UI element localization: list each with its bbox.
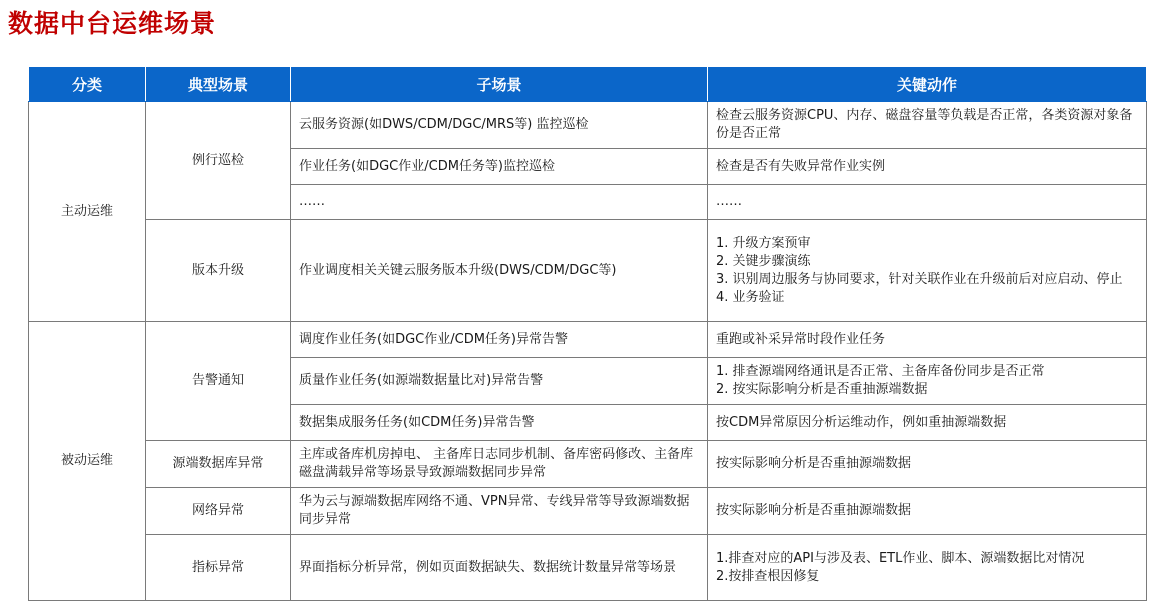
action-line: 4. 业务验证 <box>716 289 785 305</box>
sub-scenario-cell: 云服务资源(如DWS/CDM/DGC/MRS等) 监控巡检 <box>291 102 708 149</box>
header-category: 分类 <box>29 67 146 102</box>
action-line: 1. 排查源端网络通讯是否正常、主备库备份同步是否正常 <box>716 364 1045 379</box>
table-row <box>29 322 1147 358</box>
action-line: 3. 识别周边服务与协同要求，针对关联作业在升级前后对应启动、停止 <box>716 271 1123 287</box>
sub-scenario-cell: 界面指标分析异常，例如页面数据缺失、数据统计数量异常等场景 <box>291 535 708 601</box>
key-action-cell <box>708 322 1147 358</box>
action-line: 1. 升级方案预审 <box>716 235 811 251</box>
key-action-cell <box>708 405 1147 441</box>
sub-scenario-cell: 作业调度相关关键云服务版本升级(DWS/CDM/DGC等) <box>291 220 708 322</box>
table-row <box>29 220 1147 322</box>
key-action-cell <box>708 220 1147 322</box>
key-action-cell <box>708 441 1147 488</box>
scenario-cell: 网络异常 <box>146 488 291 535</box>
header-sub-scenario: 子场景 <box>291 67 708 102</box>
page-title: 数据中台运维场景 <box>8 9 217 38</box>
table-row <box>29 488 1147 535</box>
action-line: 2. 按实际影响分析是否重抽源端数据 <box>716 382 928 397</box>
category-cell: 主动运维 <box>29 102 146 322</box>
key-action-cell <box>708 488 1147 535</box>
header-scenario: 典型场景 <box>146 67 291 102</box>
table-row <box>29 441 1147 488</box>
scenario-cell: 版本升级 <box>146 220 291 322</box>
action-line: …… <box>716 194 742 209</box>
action-line: 按实际影响分析是否重抽源端数据 <box>716 456 912 471</box>
sub-scenario-cell: 调度作业任务(如DGC作业/CDM任务)异常告警 <box>291 322 708 358</box>
key-action-cell <box>708 149 1147 185</box>
table-header-row <box>29 67 1147 102</box>
action-line: 检查是否有失败异常作业实例 <box>716 158 886 174</box>
sub-scenario-cell: 作业任务(如DGC作业/CDM任务等)监控巡检 <box>291 149 708 185</box>
action-line: 重跑或补采异常时段作业任务 <box>716 331 886 347</box>
table-row <box>29 535 1147 601</box>
key-action-cell <box>708 358 1147 405</box>
sub-scenario-cell: 华为云与源端数据库网络不通、VPN异常、专线异常等导致源端数据同步异常 <box>291 488 708 535</box>
key-action-cell <box>708 535 1147 601</box>
action-line: 1.排查对应的API与涉及表、ETL作业、脚本、源端数据比对情况 <box>716 550 1085 566</box>
key-action-cell <box>708 185 1147 220</box>
action-line: 按实际影响分析是否重抽源端数据 <box>716 503 912 518</box>
category-cell: 被动运维 <box>29 322 146 601</box>
key-action-cell <box>708 102 1147 149</box>
scenario-cell: 指标异常 <box>146 535 291 601</box>
sub-scenario-cell: …… <box>291 185 708 220</box>
scenario-cell: 告警通知 <box>146 322 291 441</box>
sub-scenario-cell: 数据集成服务任务(如CDM任务)异常告警 <box>291 405 708 441</box>
table-row <box>29 102 1147 149</box>
scenario-cell: 例行巡检 <box>146 102 291 220</box>
action-line: 检查云服务资源CPU、内存、磁盘容量等负载是否正常，各类资源对象备份是否正常 <box>716 108 1133 141</box>
sub-scenario-cell: 主库或备库机房掉电、 主备库日志同步机制、备库密码修改、主备库磁盘满载异常等场景导致源端数据同步异常 <box>291 441 708 488</box>
sub-scenario-cell: 质量作业任务(如源端数据量比对)异常告警 <box>291 358 708 405</box>
header-key-action: 关键动作 <box>708 67 1147 102</box>
scenario-cell: 源端数据库异常 <box>146 441 291 488</box>
operations-scenario-table <box>28 66 1147 601</box>
action-line: 按CDM异常原因分析运维动作，例如重抽源端数据 <box>716 414 1007 430</box>
action-line: 2. 关键步骤演练 <box>716 253 811 269</box>
action-line: 2.按排查根因修复 <box>716 568 820 584</box>
